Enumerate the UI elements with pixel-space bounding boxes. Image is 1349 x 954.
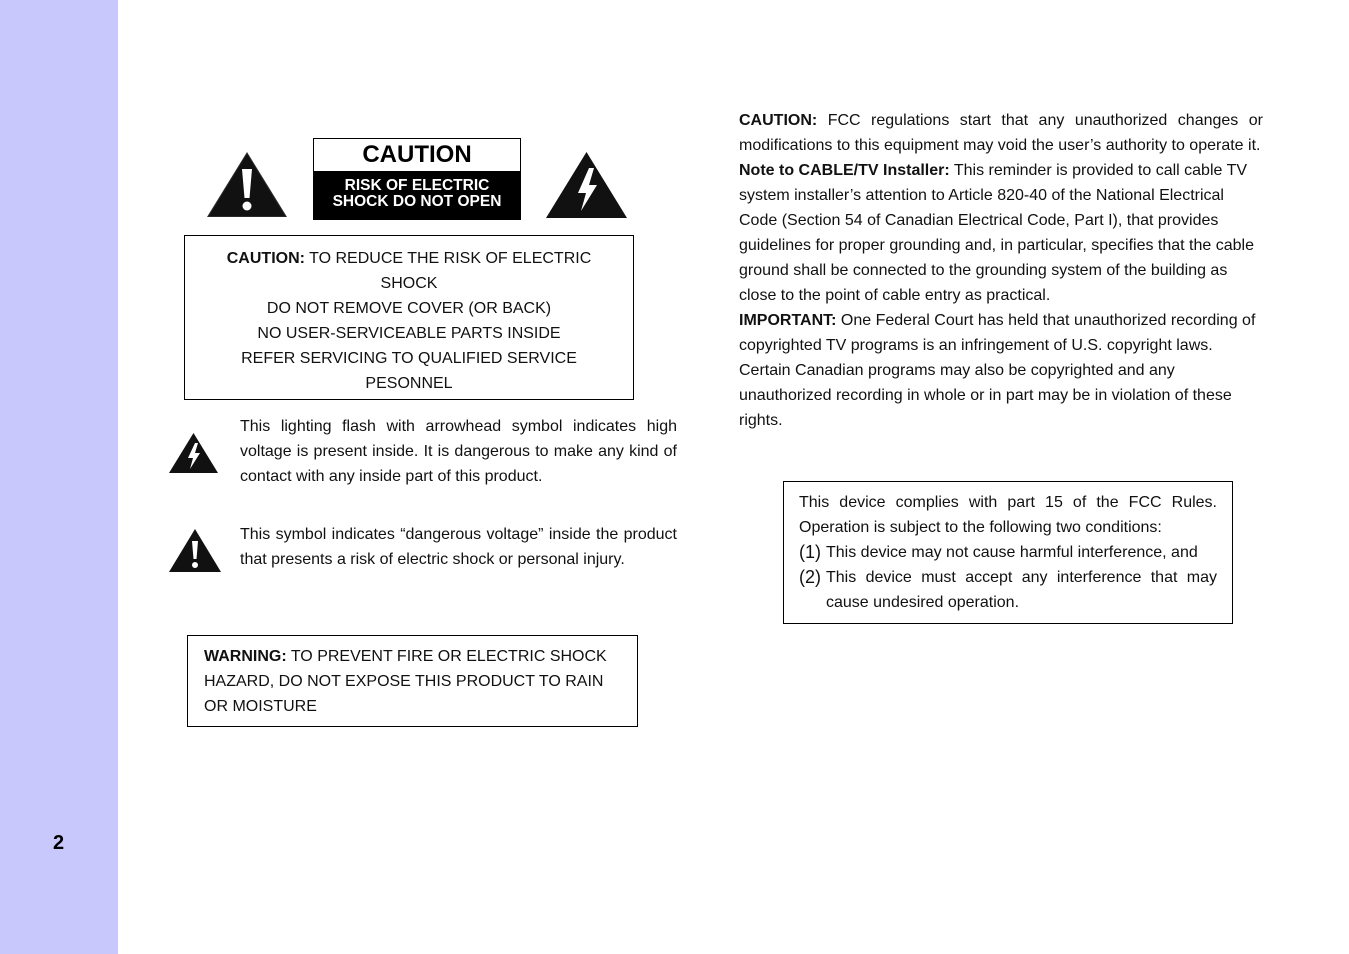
fcc-caution-paragraph: [739, 108, 1263, 158]
fcc-condition-number: (2): [799, 567, 821, 587]
fcc-condition-number: (1): [799, 542, 821, 562]
exclamation-symbol-description: This symbol indicates “dangerous voltage” inside the product that presents a risk of electric shock or personal injury.: [240, 526, 677, 568]
lightning-symbol-description: This lighting flash with arrowhead symbol indicates high voltage is present inside. It is dangerous to make any kind of contact with any inside part of this product.: [240, 418, 677, 485]
caution-box-label: CAUTION:: [226, 250, 305, 267]
cable-installer-label: Note to CABLE/TV Installer:: [739, 162, 950, 179]
caution-sign: [313, 138, 521, 220]
caution-box-line4: REFER SERVICING TO QUALIFIED SERVICE PESONNEL: [241, 350, 577, 392]
important-text: One Federal Court has held that unauthorized recording of copyrighted TV programs is an infringement of U.S. copyright laws. Certain Canadian programs may also be copyrighted and any unauthorized recording in whole or in part may be in violation of these rights.: [739, 312, 1256, 429]
important-label: IMPORTANT:: [739, 312, 837, 329]
lightning-warning-icon: [545, 151, 628, 219]
page-number: 2: [53, 832, 65, 854]
caution-box-line1-text: TO REDUCE THE RISK OF ELECTRIC SHOCK: [304, 250, 592, 292]
fcc-caution-text: FCC regulations start that any unauthorized changes or modifications to this equipment may void the user’s authority to operate it.: [739, 112, 1263, 154]
exclamation-symbol-icon: [168, 528, 222, 573]
fcc-condition-1: [799, 540, 1217, 565]
fcc-intro: This device complies with part 15 of the FCC Rules. Operation is subject to the following two conditions:: [799, 494, 1217, 536]
lightning-symbol-icon: [168, 432, 219, 474]
fcc-compliance-box: [783, 481, 1233, 624]
warning-text: [204, 644, 623, 719]
warning-label: WARNING:: [204, 648, 287, 665]
fcc-condition-text: This device may not cause harmful interference, and: [826, 544, 1198, 561]
important-paragraph: [739, 308, 1263, 433]
warning-body: TO PREVENT FIRE OR ELECTRIC SHOCK HAZARD, DO NOT EXPOSE THIS PRODUCT TO RAIN OR MOISTURE: [204, 648, 607, 715]
fcc-condition-2: [799, 565, 1217, 615]
right-column: [739, 108, 1263, 433]
fcc-condition-text: This device must accept any interference that may cause undesired operation.: [826, 569, 1217, 611]
exclamation-warning-icon: [206, 151, 288, 218]
caution-box: [184, 235, 634, 400]
caution-box-line1: [197, 246, 621, 296]
caution-sign-subtitle: [314, 171, 520, 219]
cable-installer-text: This reminder is provided to call cable TV system installer’s attention to Article 820-40 of the National Electrical Code (Section 54 of Canadian Electrical Code, Part I), that provides guidelines for proper grounding and, in particular, specifies that the cable ground shall be connected to the grounding system of the building as close to the point of cable entry as practical.: [739, 162, 1254, 304]
caution-box-line2: DO NOT REMOVE COVER (OR BACK): [266, 300, 552, 317]
caution-sign-line2: SHOCK DO NOT OPEN: [332, 193, 502, 210]
fcc-caution-label: CAUTION:: [739, 112, 818, 129]
sidebar: [0, 0, 118, 954]
caution-box-line3: NO USER-SERVICEABLE PARTS INSIDE: [257, 325, 561, 342]
warning-box: [187, 635, 638, 727]
cable-installer-paragraph: [739, 158, 1263, 308]
caution-sign-line1: RISK OF ELECTRIC: [344, 177, 490, 194]
caution-sign-title: CAUTION: [362, 141, 472, 168]
